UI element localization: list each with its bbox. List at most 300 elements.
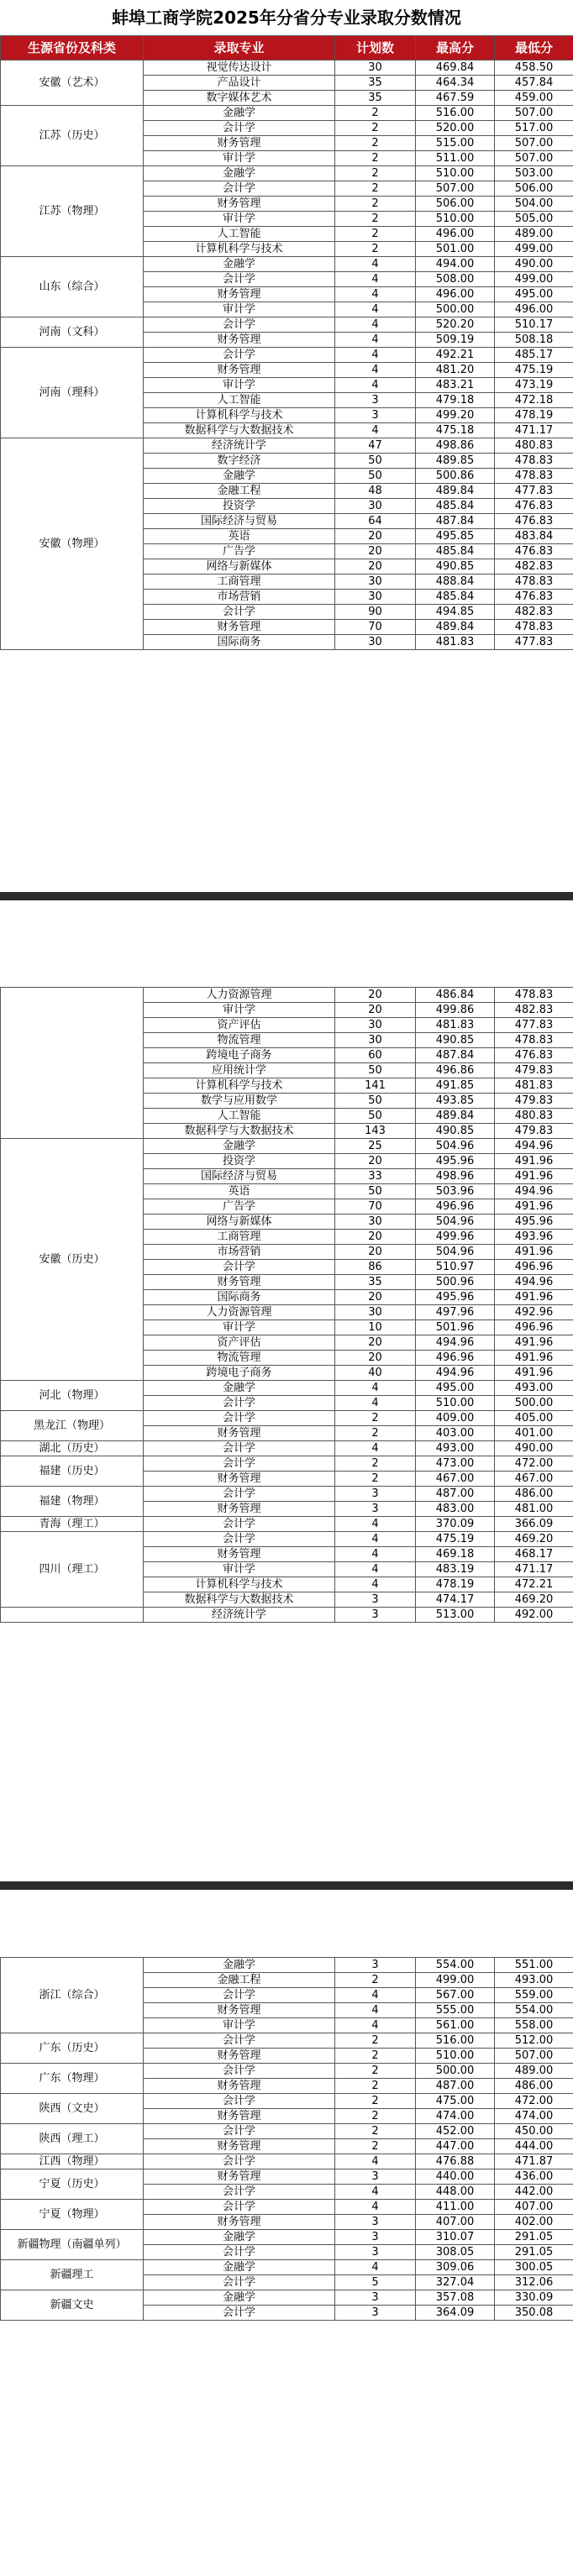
min-score-cell: 474.00	[495, 2109, 573, 2124]
min-score-cell: 476.83	[495, 1048, 573, 1063]
table-row	[1, 348, 573, 363]
max-score-cell: 440.00	[416, 2169, 495, 2185]
max-score-cell: 495.00	[416, 1381, 495, 1396]
min-score-cell: 468.17	[495, 1547, 573, 1562]
max-score-cell: 403.00	[416, 1426, 495, 1441]
major-cell: 人力资源管理	[144, 1305, 335, 1320]
plan-count-cell: 3	[335, 2306, 416, 2321]
plan-count-cell: 64	[335, 514, 416, 529]
table-header-row	[1, 36, 573, 60]
plan-count-cell: 4	[335, 1547, 416, 1562]
max-score-cell: 481.83	[416, 1018, 495, 1033]
min-score-cell: 493.96	[495, 1230, 573, 1245]
major-cell: 应用统计学	[144, 1063, 335, 1078]
min-score-cell: 478.19	[495, 408, 573, 423]
major-cell: 会计学	[144, 1988, 335, 2003]
min-score-cell: 482.83	[495, 559, 573, 574]
min-score-cell: 471.17	[495, 423, 573, 438]
max-score-cell: 510.00	[416, 212, 495, 227]
max-score-cell: 496.96	[416, 1199, 495, 1215]
plan-count-cell: 30	[335, 590, 416, 605]
min-score-cell: 472.00	[495, 2094, 573, 2109]
major-cell: 计算机科学与技术	[144, 408, 335, 423]
max-score-cell: 370.09	[416, 1517, 495, 1532]
major-cell: 会计学	[144, 2245, 335, 2260]
max-score-cell: 511.00	[416, 151, 495, 166]
min-score-cell: 478.83	[495, 620, 573, 635]
min-score-cell: 471.17	[495, 1562, 573, 1577]
max-score-cell: 476.88	[416, 2154, 495, 2169]
major-cell: 审计学	[144, 302, 335, 317]
major-cell: 金融学	[144, 2290, 335, 2306]
min-score-cell: 483.84	[495, 529, 573, 544]
max-score-cell: 308.05	[416, 2245, 495, 2260]
max-score-cell: 510.97	[416, 1260, 495, 1275]
max-score-cell: 469.18	[416, 1547, 495, 1562]
plan-count-cell: 30	[335, 1305, 416, 1320]
province-cell: 江西（物理）	[1, 2154, 144, 2169]
max-score-cell: 499.00	[416, 1973, 495, 1988]
table-row	[1, 166, 573, 181]
min-score-cell: 491.96	[495, 1154, 573, 1169]
major-cell: 会计学	[144, 2200, 335, 2215]
major-cell: 视觉传达设计	[144, 60, 335, 76]
table-row	[1, 2230, 573, 2245]
major-cell: 审计学	[144, 1003, 335, 1018]
min-score-cell: 486.00	[495, 1487, 573, 1502]
major-cell: 会计学	[144, 2306, 335, 2321]
table-row	[1, 1381, 573, 1396]
max-score-cell: 493.00	[416, 1441, 495, 1456]
major-cell: 会计学	[144, 1487, 335, 1502]
plan-count-cell: 2	[335, 136, 416, 151]
min-score-cell: 478.83	[495, 1033, 573, 1048]
max-score-cell: 504.96	[416, 1139, 495, 1154]
min-score-cell: 469.20	[495, 1592, 573, 1608]
province-cell: 陕西（理工）	[1, 2124, 144, 2154]
max-score-cell: 504.96	[416, 1215, 495, 1230]
min-score-cell: 402.00	[495, 2215, 573, 2230]
plan-count-cell: 4	[335, 2154, 416, 2169]
province-cell: 安徽（物理）	[1, 438, 144, 650]
min-score-cell: 559.00	[495, 1988, 573, 2003]
plan-count-cell: 50	[335, 1184, 416, 1199]
major-cell: 网络与新媒体	[144, 1215, 335, 1230]
min-score-cell: 479.83	[495, 1124, 573, 1139]
max-score-cell: 327.04	[416, 2275, 495, 2290]
max-score-cell: 495.85	[416, 529, 495, 544]
major-cell: 数字媒体艺术	[144, 91, 335, 106]
major-cell: 跨境电子商务	[144, 1048, 335, 1063]
min-score-cell: 500.00	[495, 1396, 573, 1411]
plan-count-cell: 2	[335, 197, 416, 212]
plan-count-cell: 90	[335, 605, 416, 620]
major-cell: 金融学	[144, 1958, 335, 1973]
plan-count-cell: 48	[335, 484, 416, 499]
province-cell: 新疆物理（南疆单列）	[1, 2230, 144, 2260]
major-cell: 计算机科学与技术	[144, 1078, 335, 1094]
min-score-cell: 472.21	[495, 1577, 573, 1592]
province-cell: 河南（理科）	[1, 348, 144, 438]
major-cell: 人力资源管理	[144, 988, 335, 1003]
table-row	[1, 106, 573, 121]
major-cell: 金融学	[144, 106, 335, 121]
major-cell: 数据科学与大数据技术	[144, 423, 335, 438]
max-score-cell: 452.00	[416, 2124, 495, 2139]
plan-count-cell: 40	[335, 1366, 416, 1381]
plan-count-cell: 2	[335, 1411, 416, 1426]
min-score-cell: 478.83	[495, 988, 573, 1003]
plan-count-cell: 4	[335, 257, 416, 272]
plan-count-cell: 20	[335, 1290, 416, 1305]
max-score-cell: 481.20	[416, 363, 495, 378]
plan-count-cell: 4	[335, 272, 416, 287]
plan-count-cell: 3	[335, 1958, 416, 1973]
min-score-cell: 450.00	[495, 2124, 573, 2139]
min-score-cell: 476.83	[495, 544, 573, 559]
plan-count-cell: 2	[335, 2079, 416, 2094]
max-score-cell: 485.84	[416, 544, 495, 559]
plan-count-cell: 30	[335, 1018, 416, 1033]
major-cell: 数字经济	[144, 454, 335, 469]
max-score-cell: 483.00	[416, 1502, 495, 1517]
max-score-cell: 495.96	[416, 1154, 495, 1169]
plan-count-cell: 33	[335, 1169, 416, 1184]
min-score-cell: 491.96	[495, 1366, 573, 1381]
table-row	[1, 1487, 573, 1502]
column-header: 录取专业	[144, 36, 335, 60]
major-cell: 国际商务	[144, 1290, 335, 1305]
min-score-cell: 554.00	[495, 2003, 573, 2018]
max-score-cell: 487.84	[416, 1048, 495, 1063]
max-score-cell: 494.00	[416, 257, 495, 272]
max-score-cell: 486.84	[416, 988, 495, 1003]
table-row	[1, 317, 573, 333]
min-score-cell: 405.00	[495, 1411, 573, 1426]
min-score-cell: 291.05	[495, 2230, 573, 2245]
major-cell: 产品设计	[144, 76, 335, 91]
max-score-cell: 489.84	[416, 484, 495, 499]
table-row	[1, 2094, 573, 2109]
province-cell: 福建（物理）	[1, 1487, 144, 1517]
major-cell: 计算机科学与技术	[144, 1577, 335, 1592]
page-title: 蚌埠工商学院2025年分省分专业录取分数情况	[112, 8, 461, 28]
max-score-cell: 507.00	[416, 181, 495, 197]
plan-count-cell: 50	[335, 454, 416, 469]
min-score-cell: 457.84	[495, 76, 573, 91]
plan-count-cell: 35	[335, 76, 416, 91]
min-score-cell: 507.00	[495, 151, 573, 166]
major-cell: 财务管理	[144, 620, 335, 635]
province-cell: 山东（综合）	[1, 257, 144, 317]
plan-count-cell: 3	[335, 2230, 416, 2245]
min-score-cell: 472.00	[495, 1456, 573, 1472]
max-score-cell: 555.00	[416, 2003, 495, 2018]
plan-count-cell: 10	[335, 1320, 416, 1335]
major-cell: 金融学	[144, 1381, 335, 1396]
min-score-cell: 476.83	[495, 499, 573, 514]
plan-count-cell: 20	[335, 1003, 416, 1018]
min-score-cell: 492.96	[495, 1305, 573, 1320]
plan-count-cell: 4	[335, 1577, 416, 1592]
plan-count-cell: 35	[335, 1275, 416, 1290]
min-score-cell: 495.00	[495, 287, 573, 302]
plan-count-cell: 4	[335, 348, 416, 363]
page-gap	[0, 840, 573, 890]
major-cell: 金融学	[144, 2230, 335, 2245]
province-cell: 宁夏（历史）	[1, 2169, 144, 2200]
major-cell: 会计学	[144, 272, 335, 287]
max-score-cell: 500.86	[416, 469, 495, 484]
plan-count-cell: 3	[335, 408, 416, 423]
min-score-cell: 507.00	[495, 106, 573, 121]
province-cell: 四川（理工）	[1, 1532, 144, 1608]
plan-count-cell: 4	[335, 1396, 416, 1411]
min-score-cell: 458.50	[495, 60, 573, 76]
max-score-cell: 495.96	[416, 1290, 495, 1305]
province-cell: 新疆理工	[1, 2260, 144, 2290]
max-score-cell: 357.08	[416, 2290, 495, 2306]
province-cell: 河北（物理）	[1, 1381, 144, 1411]
max-score-cell: 498.86	[416, 438, 495, 454]
min-score-cell: 366.09	[495, 1517, 573, 1532]
max-score-cell: 498.96	[416, 1169, 495, 1184]
plan-count-cell: 4	[335, 2260, 416, 2275]
min-score-cell: 558.00	[495, 2018, 573, 2033]
max-score-cell: 500.00	[416, 2064, 495, 2079]
min-score-cell: 508.18	[495, 333, 573, 348]
max-score-cell: 487.00	[416, 1487, 495, 1502]
min-score-cell: 482.83	[495, 605, 573, 620]
major-cell: 跨境电子商务	[144, 1366, 335, 1381]
min-score-cell: 491.96	[495, 1169, 573, 1184]
major-cell: 会计学	[144, 348, 335, 363]
max-score-cell: 487.00	[416, 2079, 495, 2094]
plan-count-cell: 20	[335, 1335, 416, 1351]
province-cell: 江苏（历史）	[1, 106, 144, 166]
min-score-cell: 330.09	[495, 2290, 573, 2306]
major-cell: 国际经济与贸易	[144, 1169, 335, 1184]
max-score-cell: 561.00	[416, 2018, 495, 2033]
major-cell: 财务管理	[144, 2139, 335, 2154]
major-cell: 会计学	[144, 317, 335, 333]
max-score-cell: 501.96	[416, 1320, 495, 1335]
min-score-cell: 491.96	[495, 1199, 573, 1215]
min-score-cell: 486.00	[495, 2079, 573, 2094]
major-cell: 财务管理	[144, 2109, 335, 2124]
major-cell: 会计学	[144, 2094, 335, 2109]
min-score-cell: 496.96	[495, 1260, 573, 1275]
max-score-cell: 500.00	[416, 302, 495, 317]
max-score-cell: 487.84	[416, 514, 495, 529]
min-score-cell: 491.96	[495, 1245, 573, 1260]
plan-count-cell: 2	[335, 2033, 416, 2049]
plan-count-cell: 2	[335, 227, 416, 242]
plan-count-cell: 2	[335, 1472, 416, 1487]
max-score-cell: 473.00	[416, 1456, 495, 1472]
min-score-cell: 482.83	[495, 1003, 573, 1018]
plan-count-cell: 4	[335, 378, 416, 393]
table-row	[1, 2290, 573, 2306]
min-score-cell: 477.83	[495, 635, 573, 650]
max-score-cell: 513.00	[416, 1608, 495, 1623]
major-cell: 会计学	[144, 181, 335, 197]
province-cell: 陕西（文史）	[1, 2094, 144, 2124]
max-score-cell: 497.96	[416, 1305, 495, 1320]
major-cell: 会计学	[144, 2154, 335, 2169]
max-score-cell: 499.86	[416, 1003, 495, 1018]
plan-count-cell: 2	[335, 2049, 416, 2064]
major-cell: 金融学	[144, 1139, 335, 1154]
min-score-cell: 491.96	[495, 1290, 573, 1305]
max-score-cell: 509.19	[416, 333, 495, 348]
plan-count-cell: 2	[335, 1426, 416, 1441]
major-cell: 会计学	[144, 1456, 335, 1472]
max-score-cell: 483.21	[416, 378, 495, 393]
min-score-cell: 471.87	[495, 2154, 573, 2169]
major-cell: 财务管理	[144, 2169, 335, 2185]
major-cell: 财务管理	[144, 1275, 335, 1290]
province-cell: 河南（文科）	[1, 317, 144, 348]
min-score-cell: 469.20	[495, 1532, 573, 1547]
plan-count-cell: 2	[335, 106, 416, 121]
max-score-cell: 499.20	[416, 408, 495, 423]
max-score-cell: 364.09	[416, 2306, 495, 2321]
plan-count-cell: 50	[335, 1109, 416, 1124]
plan-count-cell: 4	[335, 1562, 416, 1577]
major-cell: 网络与新媒体	[144, 559, 335, 574]
plan-count-cell: 2	[335, 2064, 416, 2079]
max-score-cell: 469.84	[416, 60, 495, 76]
plan-count-cell: 20	[335, 559, 416, 574]
major-cell: 国际商务	[144, 635, 335, 650]
plan-count-cell: 86	[335, 1260, 416, 1275]
plan-count-cell: 2	[335, 151, 416, 166]
province-cell: 浙江（综合）	[1, 1958, 144, 2033]
major-cell: 人工智能	[144, 1109, 335, 1124]
major-cell: 财务管理	[144, 333, 335, 348]
min-score-cell: 467.00	[495, 1472, 573, 1487]
max-score-cell: 474.00	[416, 2109, 495, 2124]
plan-count-cell: 60	[335, 1048, 416, 1063]
major-cell: 计算机科学与技术	[144, 242, 335, 257]
plan-count-cell: 2	[335, 2124, 416, 2139]
plan-count-cell: 70	[335, 620, 416, 635]
province-cell: 江苏（物理）	[1, 166, 144, 257]
major-cell: 经济统计学	[144, 438, 335, 454]
plan-count-cell: 70	[335, 1199, 416, 1215]
min-score-cell: 517.00	[495, 121, 573, 136]
major-cell: 财务管理	[144, 1426, 335, 1441]
max-score-cell: 510.00	[416, 2049, 495, 2064]
max-score-cell: 309.06	[416, 2260, 495, 2275]
max-score-cell: 496.00	[416, 287, 495, 302]
min-score-cell: 493.00	[495, 1381, 573, 1396]
column-header: 生源省份及科类	[1, 36, 144, 60]
plan-count-cell: 3	[335, 1592, 416, 1608]
plan-count-cell: 3	[335, 2245, 416, 2260]
table-row	[1, 2154, 573, 2169]
plan-count-cell: 4	[335, 423, 416, 438]
plan-count-cell: 30	[335, 1215, 416, 1230]
min-score-cell: 485.17	[495, 348, 573, 363]
major-cell: 市场营销	[144, 1245, 335, 1260]
plan-count-cell: 30	[335, 635, 416, 650]
plan-count-cell: 4	[335, 2018, 416, 2033]
plan-count-cell: 3	[335, 1502, 416, 1517]
min-score-cell: 442.00	[495, 2185, 573, 2200]
max-score-cell: 520.00	[416, 121, 495, 136]
plan-count-cell: 2	[335, 121, 416, 136]
major-cell: 会计学	[144, 2124, 335, 2139]
major-cell: 金融学	[144, 257, 335, 272]
column-header: 最高分	[416, 36, 495, 60]
min-score-cell: 459.00	[495, 91, 573, 106]
plan-count-cell: 141	[335, 1078, 416, 1094]
province-cell	[1, 988, 144, 1139]
major-cell: 会计学	[144, 605, 335, 620]
plan-count-cell: 2	[335, 166, 416, 181]
major-cell: 财务管理	[144, 2049, 335, 2064]
max-score-cell: 411.00	[416, 2200, 495, 2215]
max-score-cell: 504.96	[416, 1245, 495, 1260]
major-cell: 人工智能	[144, 393, 335, 408]
table-row	[1, 1456, 573, 1472]
major-cell: 财务管理	[144, 287, 335, 302]
plan-count-cell: 30	[335, 574, 416, 590]
min-score-cell: 494.96	[495, 1184, 573, 1199]
min-score-cell: 499.00	[495, 272, 573, 287]
province-cell: 新疆文史	[1, 2290, 144, 2321]
plan-count-cell: 2	[335, 212, 416, 227]
min-score-cell: 495.96	[495, 1215, 573, 1230]
table-row	[1, 2064, 573, 2079]
major-cell: 审计学	[144, 151, 335, 166]
min-score-cell: 475.19	[495, 363, 573, 378]
min-score-cell: 490.00	[495, 1441, 573, 1456]
min-score-cell: 473.19	[495, 378, 573, 393]
min-score-cell: 491.96	[495, 1335, 573, 1351]
table-row	[1, 1411, 573, 1426]
max-score-cell: 554.00	[416, 1958, 495, 1973]
min-score-cell: 503.00	[495, 166, 573, 181]
major-cell: 会计学	[144, 2275, 335, 2290]
table-row	[1, 2124, 573, 2139]
min-score-cell: 300.05	[495, 2260, 573, 2275]
table-row	[1, 257, 573, 272]
major-cell: 广告学	[144, 1199, 335, 1215]
min-score-cell: 477.83	[495, 484, 573, 499]
plan-count-cell: 50	[335, 1094, 416, 1109]
major-cell: 会计学	[144, 2033, 335, 2049]
province-cell: 安徽（艺术）	[1, 60, 144, 106]
plan-count-cell: 2	[335, 1973, 416, 1988]
table-row	[1, 1958, 573, 1973]
province-cell: 湖北（历史）	[1, 1441, 144, 1456]
plan-count-cell: 50	[335, 469, 416, 484]
min-score-cell: 480.83	[495, 438, 573, 454]
min-score-cell: 494.96	[495, 1275, 573, 1290]
plan-count-cell: 3	[335, 2215, 416, 2230]
major-cell: 审计学	[144, 212, 335, 227]
min-score-cell: 479.83	[495, 1094, 573, 1109]
max-score-cell: 491.85	[416, 1078, 495, 1094]
max-score-cell: 490.85	[416, 1033, 495, 1048]
major-cell: 数据科学与大数据技术	[144, 1124, 335, 1139]
major-cell: 金融学	[144, 469, 335, 484]
min-score-cell: 481.00	[495, 1502, 573, 1517]
province-cell: 广东（物理）	[1, 2064, 144, 2094]
